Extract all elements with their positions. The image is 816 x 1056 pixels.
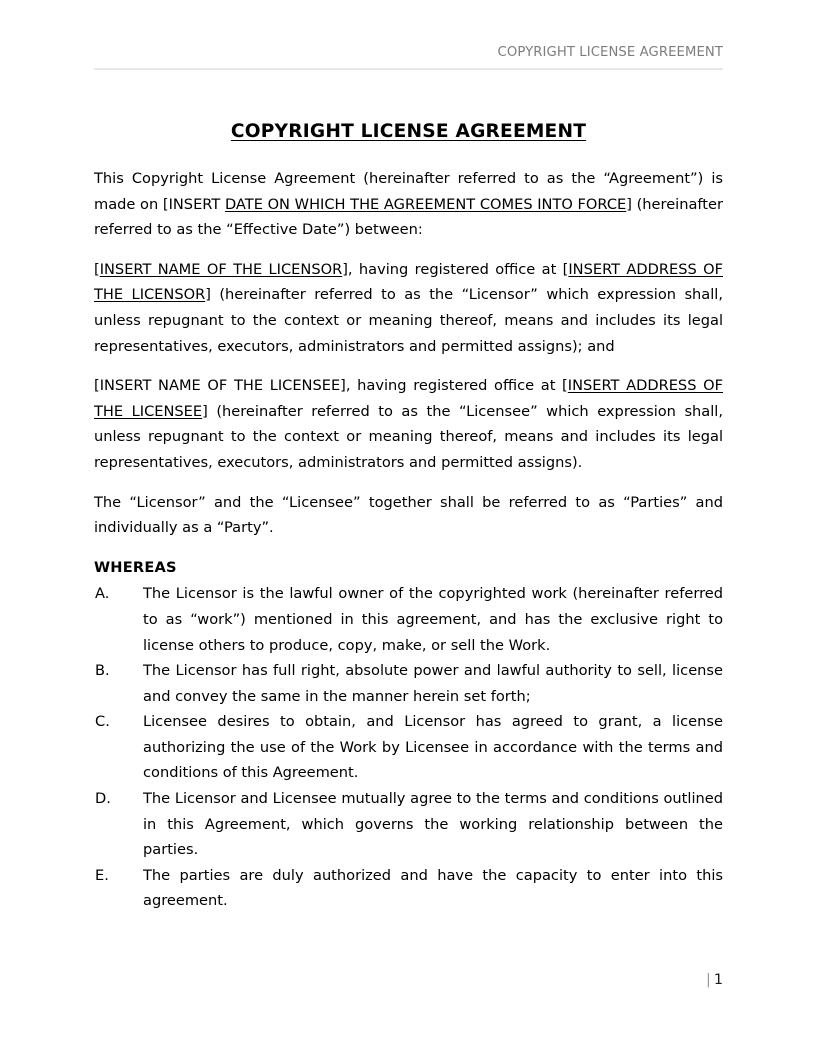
list-item-marker: D. xyxy=(95,790,111,808)
intro-segment-1: This Copyright License Agreement (hereinafter referred to as the “Agreement”) is made on [INSERT xyxy=(94,170,723,213)
list-item-marker: B. xyxy=(95,662,110,680)
whereas-heading: WHEREAS xyxy=(94,558,177,576)
document-body xyxy=(94,120,723,914)
placeholder-effective-date: DATE ON WHICH THE AGREEMENT COMES INTO FORCE xyxy=(224,195,627,213)
list-item xyxy=(94,658,723,709)
footer-separator: | xyxy=(705,972,711,988)
list-item-text: The Licensor is the lawful owner of the copyrighted work (hereinafter referred to as “work”) mentioned in this agreement, and has the exclusive right to license others to produce, copy, make, or sell the Work. xyxy=(143,585,723,654)
paragraph-licensee xyxy=(94,373,723,475)
list-item-text: The parties are duly authorized and have the capacity to enter into this agreement. xyxy=(143,866,723,910)
list-item-text: The Licensor and Licensee mutually agree to the terms and conditions outlined in this Agreement, which governs the working relationship between the parties. xyxy=(143,790,723,859)
list-item xyxy=(94,709,723,786)
footer-page-number: 1 xyxy=(713,972,723,988)
page-header xyxy=(94,44,723,62)
list-item-text: Licensee desires to obtain, and Licensor has agreed to grant, a license authorizing the use of the Work by Licensee in accordance with the terms and conditions of this Agreement. xyxy=(143,713,723,782)
licensor-segment-2: ], having registered office at [ xyxy=(342,260,569,278)
placeholder-licensee-address: INSERT ADDRESS OF THE LICENSEE xyxy=(94,377,723,420)
licensor-segment-1: [ xyxy=(94,260,100,278)
licensee-segment-1: [INSERT NAME OF THE LICENSEE], having registered office at [ xyxy=(94,377,568,395)
list-item-text: The Licensor has full right, absolute power and lawful authority to sell, license and convey the same in the manner herein set forth; xyxy=(143,662,723,705)
list-item xyxy=(94,786,723,863)
paragraph-intro xyxy=(94,166,723,243)
intro-segment-2: ] (hereinafter referred to as the “Effective Date”) between: xyxy=(94,195,724,239)
paragraph-licensor xyxy=(94,257,723,359)
placeholder-licensor-address: INSERT ADDRESS OF THE LICENSOR xyxy=(94,260,724,304)
list-item xyxy=(94,863,723,914)
licensee-segment-2: ] (hereinafter referred to as the “Licensee” which expression shall, unless repugnant to the context or meaning thereof, means and includes its legal representatives, executors, administrators and permitted assigns). xyxy=(94,402,723,471)
list-item xyxy=(94,581,723,658)
list-item-marker: A. xyxy=(95,585,110,603)
placeholder-licensor-name: INSERT NAME OF THE LICENSOR xyxy=(99,260,343,278)
recitals-list xyxy=(94,581,723,914)
paragraph-parties: The “Licensor” and the “Licensee” together shall be referred to as “Parties” and individually as a “Party”. xyxy=(94,493,723,537)
list-item-marker: C. xyxy=(95,713,110,731)
page-title xyxy=(94,120,723,144)
page-title-text: COPYRIGHT LICENSE AGREEMENT xyxy=(230,121,587,142)
header-running-title: COPYRIGHT LICENSE AGREEMENT xyxy=(497,45,723,60)
list-item-marker: E. xyxy=(95,866,109,884)
page-footer xyxy=(94,970,723,990)
licensor-segment-3: ] (hereinafter referred to as the “Licensor” which expression shall, unless repugnant to the context or meaning thereof, means and includes its legal representatives, executors, administrators and permitted assigns); and xyxy=(94,286,723,355)
header-divider xyxy=(94,68,723,70)
